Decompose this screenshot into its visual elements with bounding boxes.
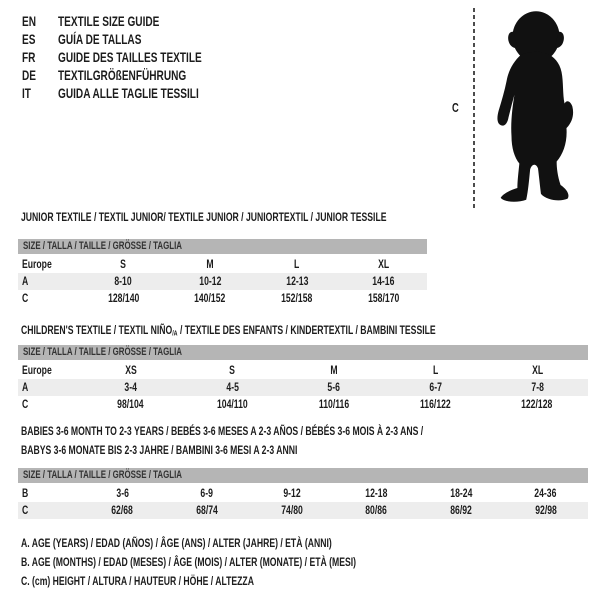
table-cell: 4-5 bbox=[226, 380, 239, 394]
childrens-section-title: CHILDREN'S TEXTILE / TEXTIL $NIÑO_{/A}$ / TEXTILE DES ENFANTS / KINDERTEXTIL / BAMBINI TESSILE bbox=[21, 323, 436, 338]
table-cell: 3-6 bbox=[116, 486, 129, 500]
table-cell: 9-12 bbox=[283, 486, 301, 500]
row-label-cell: C bbox=[22, 291, 29, 305]
babies-section-title: BABIES 3-6 MONTH TO 2-3 YEARS / BEBÉS 3-6 MESES A 2-3 AÑOS / BÉBÉS 3-6 MOIS À 2-3 ANS / BABYS 3-6 MONATE BIS 2-3 JAHRE / BAMBINI 3-6 MESI A 2-3 ANNI bbox=[21, 424, 424, 457]
measurement-legend bbox=[21, 534, 486, 591]
childrens-size-table bbox=[18, 345, 588, 413]
table-cell: 92/98 bbox=[534, 503, 557, 517]
language-code: FR bbox=[22, 49, 36, 65]
size-header-bar: SIZE / TALLA / TAILLE / GRÖSSE / TAGLIA bbox=[18, 468, 588, 483]
table-cell: L bbox=[432, 363, 439, 377]
junior-section-title: JUNIOR TEXTILE / TEXTIL JUNIOR/ TEXTILE JUNIOR / JUNIORTEXTIL / JUNIOR TESSILE bbox=[21, 210, 387, 224]
row-label-cell: C bbox=[22, 397, 29, 411]
subscript-a: /A bbox=[172, 328, 178, 338]
size-header-bar: SIZE / TALLA / TAILLE / GRÖSSE / TAGLIA bbox=[18, 239, 427, 254]
junior-size-table bbox=[18, 239, 427, 307]
table-row bbox=[18, 396, 588, 413]
table-cell: 12-18 bbox=[365, 486, 388, 500]
table-cell: 86/92 bbox=[450, 503, 472, 517]
table-cell: 152/158 bbox=[281, 291, 313, 305]
language-row bbox=[22, 12, 258, 30]
child-silhouette bbox=[484, 5, 592, 208]
row-label-cell: A bbox=[22, 380, 29, 394]
table-cell: 8-10 bbox=[114, 274, 133, 288]
table-cell: S bbox=[229, 363, 236, 377]
table-cell: 98/104 bbox=[117, 397, 145, 411]
language-code: EN bbox=[22, 13, 37, 29]
language-guide bbox=[22, 12, 258, 102]
table-row bbox=[18, 290, 427, 307]
table-row bbox=[18, 256, 427, 273]
table-cell: 6-7 bbox=[429, 380, 442, 394]
language-row bbox=[22, 84, 258, 102]
table-cell: S bbox=[120, 257, 127, 271]
language-title: GUIDE DES TAILLES TEXTILE bbox=[58, 49, 202, 65]
language-title: TEXTILE SIZE GUIDE bbox=[58, 13, 160, 29]
table-cell: 6-9 bbox=[200, 486, 214, 500]
language-code: ES bbox=[22, 31, 36, 47]
language-row bbox=[22, 66, 258, 84]
table-cell: 18-24 bbox=[449, 486, 473, 500]
table-row bbox=[18, 273, 427, 290]
table-cell: 62/68 bbox=[111, 503, 134, 517]
babies-size-table bbox=[18, 468, 588, 519]
language-title: TEXTILGRÖßENFÜHRUNG bbox=[58, 67, 187, 83]
table-cell: 10-12 bbox=[199, 274, 222, 288]
table-cell: XL bbox=[378, 257, 390, 271]
table-cell: 3-4 bbox=[124, 380, 138, 394]
language-code: DE bbox=[22, 67, 37, 83]
table-cell: M bbox=[206, 257, 214, 271]
table-row bbox=[18, 485, 588, 502]
table-cell: 110/116 bbox=[318, 397, 350, 411]
table-cell: L bbox=[294, 257, 300, 271]
table-cell: 7-8 bbox=[530, 380, 544, 394]
table-cell: 158/170 bbox=[367, 291, 400, 305]
table-cell: 14-16 bbox=[372, 274, 395, 288]
table-cell: 5-6 bbox=[327, 380, 341, 394]
table-cell: XL bbox=[531, 363, 543, 377]
table-cell: 128/140 bbox=[107, 291, 139, 305]
table-row bbox=[18, 502, 588, 519]
table-cell: 116/122 bbox=[420, 397, 451, 411]
row-label-cell: A bbox=[22, 274, 29, 288]
table-cell: 24-36 bbox=[534, 486, 557, 500]
language-code: IT bbox=[22, 85, 31, 101]
height-measure-label: C bbox=[452, 100, 459, 115]
legend-line-age-years: A. AGE (YEARS) / EDAD (AÑOS) / ÂGE (ANS) / ALTER (JAHRE) / ETÀ (ANNI) bbox=[21, 536, 332, 550]
table-cell: 74/80 bbox=[280, 503, 303, 517]
row-label-cell: C bbox=[22, 503, 29, 517]
row-label-cell: Europe bbox=[22, 257, 52, 271]
table-cell: M bbox=[330, 363, 338, 377]
row-label-cell: Europe bbox=[22, 363, 52, 377]
table-row bbox=[18, 362, 588, 379]
language-title: GUIDA ALLE TAGLIE TESSILI bbox=[58, 85, 199, 101]
language-row bbox=[22, 48, 258, 66]
table-cell: 80/86 bbox=[365, 503, 388, 517]
legend-line-height: C. (cm) HEIGHT / ALTURA / HAUTEUR / HÖHE / ALTEZZA bbox=[21, 574, 254, 588]
table-cell: 12-13 bbox=[285, 274, 308, 288]
table-cell: 104/110 bbox=[217, 397, 248, 411]
size-header-bar: SIZE / TALLA / TAILLE / GRÖSSE / TAGLIA bbox=[18, 345, 588, 360]
legend-line-age-months: B. AGE (MONTHS) / EDAD (MESES) / ÂGE (MOIS) / ALTER (MONATE) / ETÀ (MESI) bbox=[21, 555, 357, 569]
table-cell: 122/128 bbox=[521, 397, 553, 411]
table-cell: XS bbox=[125, 363, 137, 377]
language-title: GUÍA DE TALLAS bbox=[58, 31, 142, 47]
table-row bbox=[18, 379, 588, 396]
table-cell: 140/152 bbox=[194, 291, 226, 305]
language-row bbox=[22, 30, 258, 48]
row-label-cell: B bbox=[22, 486, 29, 500]
height-measure-line bbox=[473, 8, 475, 210]
table-cell: 68/74 bbox=[196, 503, 218, 517]
